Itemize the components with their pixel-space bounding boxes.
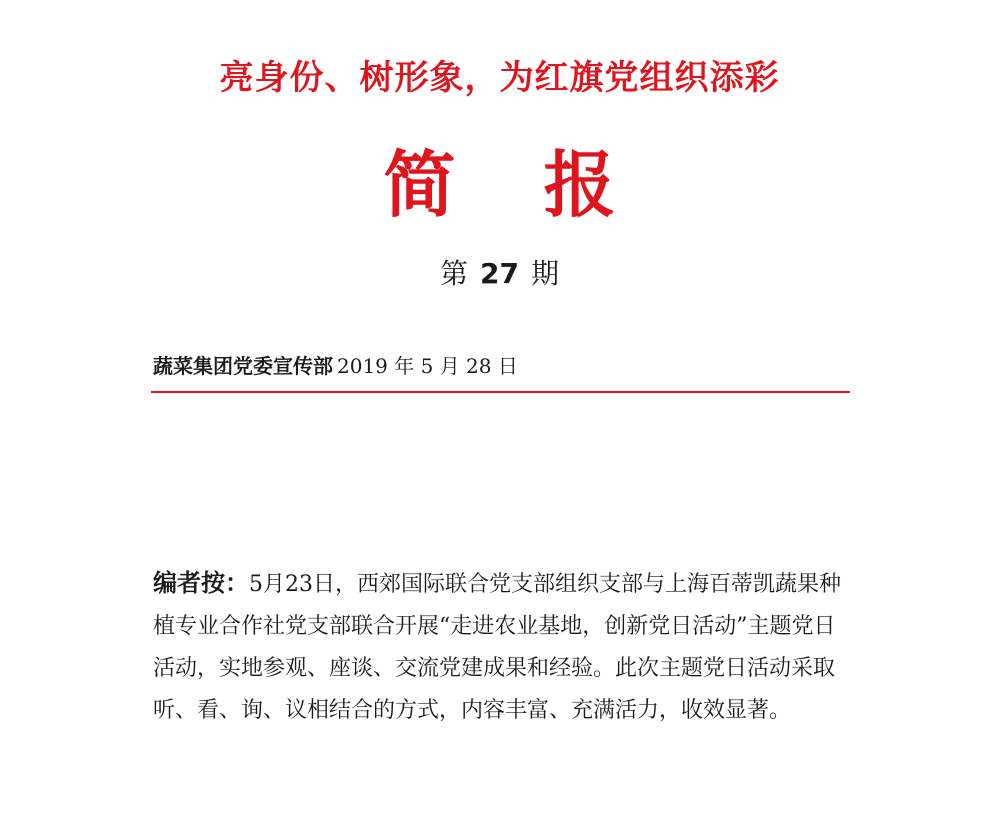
editor-note-label: 编者按： [153, 568, 249, 597]
editor-note-text: 5月23日，西郊国际联合党支部组织支部与上海百蒂凯蔬果种植专业合作社党支部联合开展“走进农业基地，创新党日活动”主题党日活动，实地参观、座谈、交流党建成果和经验。此次主题党日活动采取听、看、询、议相结合的方式，内容丰富、充满活力，收效显著。 [153, 572, 841, 723]
issue-number [0, 252, 999, 292]
banner-title: 亮身份、树形象，为红旗党组织添彩 [219, 58, 780, 98]
issue-prefix: 第 [440, 257, 469, 290]
masthead-char-2: 报 [543, 142, 616, 227]
issue-number-value: 27 [480, 257, 519, 290]
masthead-char-1: 简 [383, 142, 456, 227]
publisher-line [153, 350, 518, 379]
masthead [0, 142, 999, 227]
publisher-organization: 蔬菜集团党委宣传部 [153, 354, 333, 378]
red-divider-line [151, 391, 850, 393]
publish-date: 2019 年 5 月 28 日 [337, 354, 518, 378]
editor-note [153, 562, 853, 732]
issue-suffix: 期 [530, 257, 559, 290]
